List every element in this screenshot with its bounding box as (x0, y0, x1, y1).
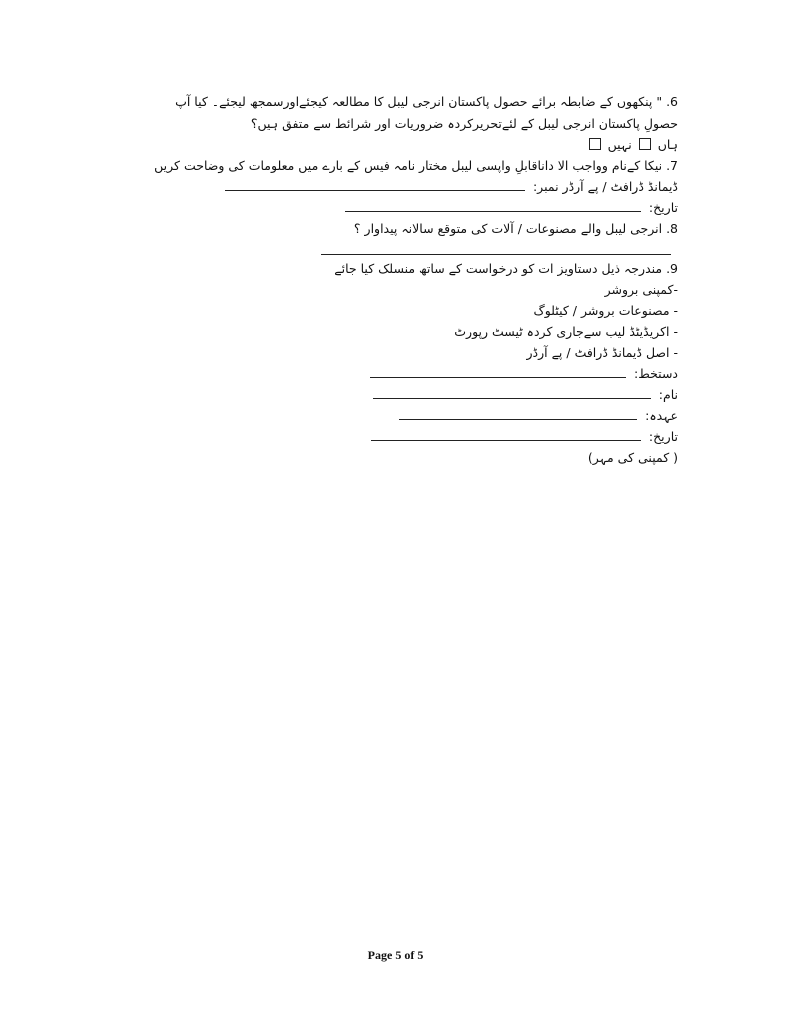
designation-field[interactable] (399, 409, 637, 420)
designation-label: عہدہ: (645, 408, 678, 423)
name-label: نام: (658, 387, 678, 402)
attachment-item: - اکریڈیٹڈ لیب سےجاری کردہ ٹیسٹ رپورٹ (454, 324, 678, 339)
attachment-item: - مصنوعات بروشر / کیٹلوگ (533, 303, 678, 318)
signature-label: دستخط: (634, 366, 678, 381)
signoff-date-field[interactable] (371, 430, 641, 441)
signature-row (370, 366, 678, 382)
q9-line-1: 9. مندرجہ ذیل دستاویز ات کو درخواست کے ساتھ منسلک کیا جائے (334, 261, 678, 276)
yes-label: ہاں (657, 137, 678, 152)
q7-date-row (345, 200, 678, 216)
q8-line-1: 8. انرجی لیبل والے مصنوعات / آلات کی متوقع سالانہ پیداوار ؟ (353, 221, 678, 236)
signoff-date-label: تاریخ: (648, 429, 678, 444)
q6-options (586, 137, 678, 153)
q7-draft-row (225, 179, 678, 195)
attachment-item: -کمپنی بروشر (604, 282, 678, 297)
draft-number-label: ڈیمانڈ ڈرافٹ / پے آرڈر نمبر: (532, 179, 678, 194)
no-checkbox[interactable] (589, 138, 601, 150)
page-number: Page 5 of 5 (367, 948, 424, 962)
attachment-item: - اصل ڈیمانڈ ڈرافٹ / پے آرڈر (526, 345, 678, 360)
draft-date-label: تاریخ: (648, 200, 678, 215)
no-label: نہیں (607, 137, 632, 152)
signature-field[interactable] (370, 367, 626, 378)
designation-row (399, 408, 678, 424)
q6-line-2: حصولِ پاکستان انرجی لیبل کے لئےتحریرکردہ ضروریات اور شرائط سے متفق ہیں؟ (250, 116, 678, 131)
q6-line-1: 6. " پنکھوں کے ضابطہ برائے حصول پاکستان انرجی لیبل کا مطالعہ کیجئےاورسمجھ لیجئے۔ کیا آپ (175, 94, 678, 109)
name-field[interactable] (373, 388, 651, 399)
signoff-date-row (371, 429, 678, 445)
name-row (373, 387, 678, 403)
q8-answer-field[interactable] (321, 254, 671, 255)
q7-line-1: 7. نیکا کےنام وواجب الا داناقابلِ واپسی لیبل مختار نامہ فیس کے بارے میں معلومات کی وضاحت کریں (154, 158, 678, 173)
yes-checkbox[interactable] (639, 138, 651, 150)
draft-date-field[interactable] (345, 201, 641, 212)
company-stamp-label: ( کمپنی کی مہر) (587, 450, 678, 465)
draft-number-field[interactable] (225, 180, 525, 191)
